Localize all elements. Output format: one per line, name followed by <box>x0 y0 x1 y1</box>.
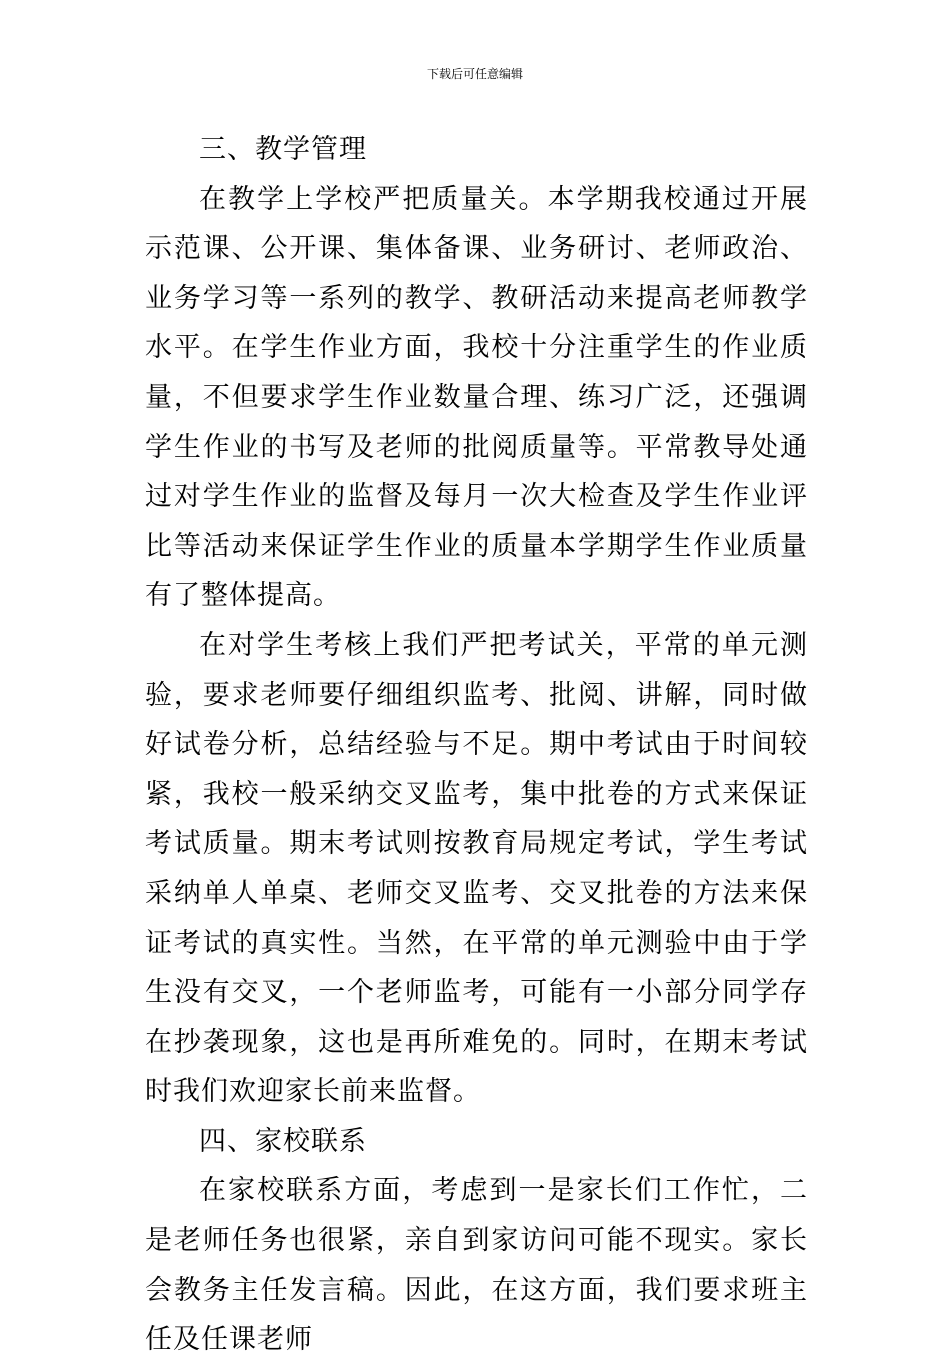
section-heading-home-school-contact: 四、家校联系 <box>199 1125 367 1157</box>
paragraph-teaching-quality: 在教学上学校严把质量关。本学期我校通过开展示范课、公开课、集体备课、业务研讨、老师政治、业务学习等一系列的教学、教研活动来提高老师教学水平。在学生作业方面，我校十分注重学生的作业质量，不但要求学生作业数量合理、练习广泛，还强调学生作业的书写及老师的批阅质量等。平常教导处通过对学生作业的监督及每月一次大检查及学生作业评比等活动来保证学生作业的质量本学期学生作业质量有了整体提高。 <box>145 183 808 612</box>
header-note: 下载后可任意编辑 <box>426 67 523 81</box>
document-body <box>145 125 808 1365</box>
section-heading-teaching-management: 三、教学管理 <box>199 134 367 165</box>
paragraph-home-school-contact: 在家校联系方面，考虑到一是家长们工作忙，二是老师任务也很紧，亲自到家访问可能不现实。家长会教务主任发言稿。因此，在这方面，我们要求班主任及任课老师 <box>145 1175 808 1356</box>
paragraph-student-assessment: 在对学生考核上我们严把考试关，平常的单元测验，要求老师要仔细组织监考、批阅、讲解，同时做好试卷分析，总结经验与不足。期中考试由于时间较紧，我校一般采纳交叉监考，集中批卷的方式来保证考试质量。期末考试则按教育局规定考试，学生考试采纳单人单桌、老师交叉监考、交叉批卷的方法来保证考试的真实性。当然，在平常的单元测验中由于学生没有交叉，一个老师监考，可能有一小部分同学存在抄袭现象，这也是再所难免的。同时，在期末考试时我们欢迎家长前来监督。 <box>145 629 808 1108</box>
